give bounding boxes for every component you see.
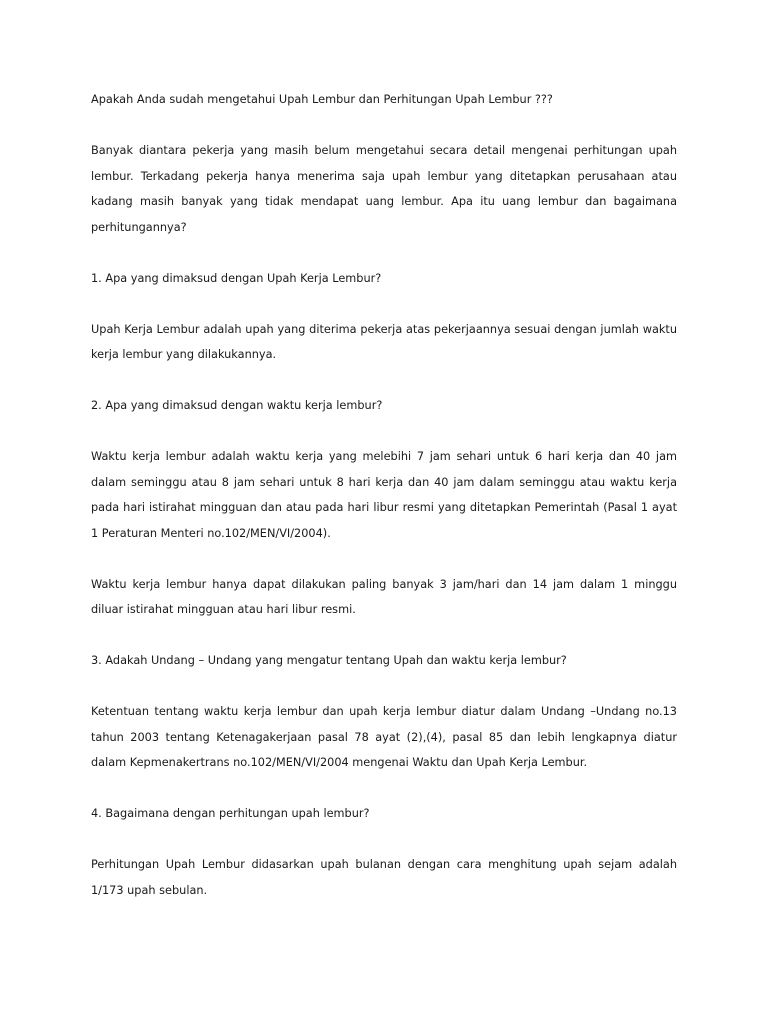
question-4: 4. Bagaimana dengan perhitungan upah lembur? (91, 807, 370, 820)
question-2: 2. Apa yang dimaksud dengan waktu kerja lembur? (91, 399, 383, 412)
answer-2-paragraph: Waktu kerja lembur adalah waktu kerja yang melebihi 7 jam sehari untuk 6 hari kerja dan 40 jam dalam seminggu atau 8 jam sehari untuk 8 hari kerja dan 40 jam dalam seminggu atau waktu kerja pada hari istirahat mingguan dan atau pada hari libur resmi yang ditetapkan Pemerintah (Pasal 1 ayat 1 Peraturan Menteri no.102/MEN/VI/2004). (91, 450, 677, 540)
answer-2-limit-paragraph: Waktu kerja lembur hanya dapat dilakukan paling banyak 3 jam/hari dan 14 jam dalam 1 minggu diluar istirahat mingguan atau hari libur resmi. (91, 577, 677, 616)
document-title: Apakah Anda sudah mengetahui Upah Lembur dan Perhitungan Upah Lembur ??? (91, 93, 553, 106)
intro-paragraph: Banyak diantara pekerja yang masih belum mengetahui secara detail mengenai perhitungan upah lembur. Terkadang pekerja hanya menerima saja upah lembur yang ditetapkan perusahaan atau kadang masih banyak yang tidak mendapat uang lembur. Apa itu uang lembur dan bagaimana perhitungannya? (91, 144, 677, 234)
question-3: 3. Adakah Undang – Undang yang mengatur tentang Upah dan waktu kerja lembur? (91, 654, 567, 667)
question-1: 1. Apa yang dimaksud dengan Upah Kerja Lembur? (91, 271, 382, 285)
answer-1-paragraph: Upah Kerja Lembur adalah upah yang diterima pekerja atas pekerjaannya sesuai dengan jumlah waktu kerja lembur yang dilakukannya. (91, 322, 677, 361)
answer-3-paragraph: Ketentuan tentang waktu kerja lembur dan upah kerja lembur diatur dalam Undang –Undang no.13 tahun 2003 tentang Ketenagakerjaan pasal 78 ayat (2),(4), pasal 85 dan lebih lengkapnya diatur dalam Kepmenakertrans no.102/MEN/VI/2004 mengenai Waktu dan Upah Kerja Lembur. (91, 705, 677, 769)
document-body (91, 87, 677, 929)
answer-4-paragraph: Perhitungan Upah Lembur didasarkan upah bulanan dengan cara menghitung upah sejam adalah 1/173 upah sebulan. (91, 858, 677, 897)
